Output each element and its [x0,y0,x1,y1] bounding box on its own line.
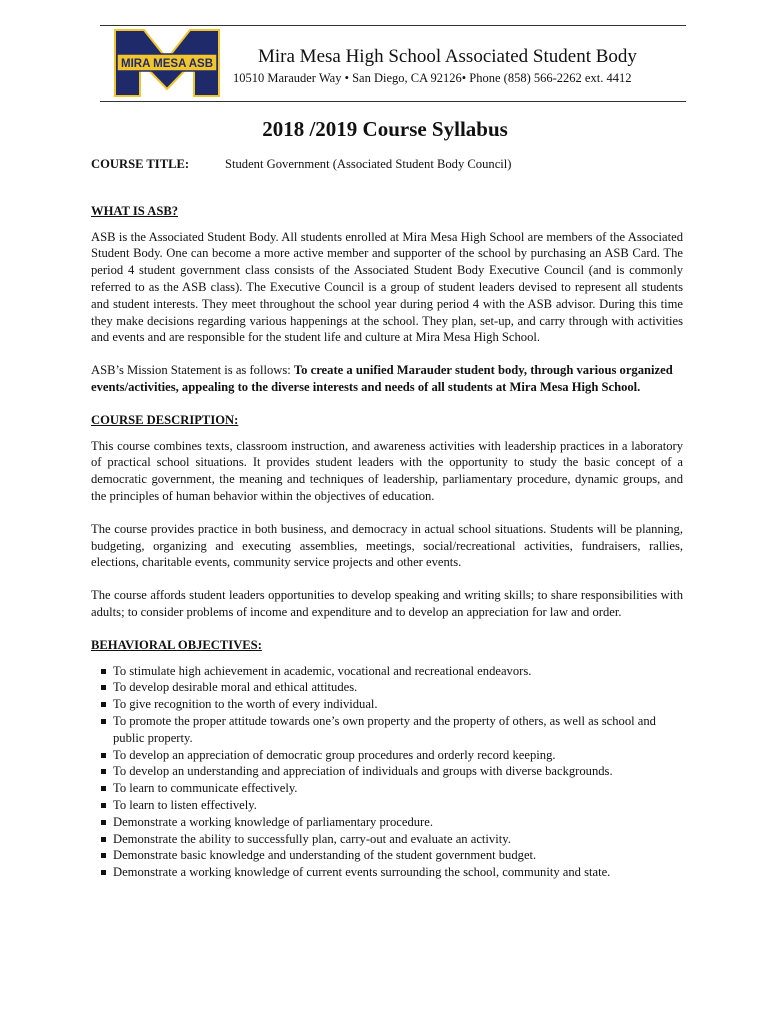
header-bottom-rule [100,101,686,102]
school-name: Mira Mesa High School Associated Student Body [258,46,637,67]
page-title: 2018 /2019 Course Syllabus [262,117,508,141]
school-address: 10510 Marauder Way • San Diego, CA 92126• Phone (858) 566-2262 ext. 4412 [233,71,632,85]
mission-intro: ASB’s Mission Statement is as follows: [91,363,294,378]
logo-text: MIRA MESA ASB [121,58,213,70]
list-item: Demonstrate basic knowledge and understanding of the student government budget. [99,847,683,864]
course-title-label: COURSE TITLE: [91,157,190,171]
mission-statement-paragraph [91,362,683,396]
list-item: To promote the proper attitude towards one’s own property and the property of others, as well as school and public property. [99,713,683,747]
list-item: To stimulate high achievement in academic, vocational and recreational endeavors. [99,663,683,680]
header-top-rule [100,25,686,26]
mission-statement-text: To create a unified Marauder student body, through various organized events/activities, appealing to the diverse interests and needs of all students at Mira Mesa High School. [91,363,673,394]
list-item: To develop an understanding and appreciation of individuals and groups with diverse backgrounds. [99,763,683,780]
course-title-value: Student Government (Associated Student Body Council) [225,157,512,171]
list-item: Demonstrate a working knowledge of current events surrounding the school, community and state. [99,864,683,881]
what-is-asb-heading: WHAT IS ASB? [91,203,179,218]
list-item: Demonstrate the ability to successfully plan, carry-out and evaluate an activity. [99,831,683,848]
syllabus-body [91,156,683,881]
asb-description-paragraph: ASB is the Associated Student Body. All students enrolled at Mira Mesa High School are members of the Associated Student Body. One can become a more active member and supporter of the school by purchasing an ASB Card. The period 4 student government class consists of the Associated Student Body Executive Council (and is commonly referred to as the ASB class). The Executive Council is a group of student leaders devised to represent all students and student interests. They meet throughout the school year during period 4 with the ASB advisor. During this time they make decisions regarding various happenings at the school. They plan, set-up, and carry through with activities and events and are responsible for the student life and culture at Mira Mesa High School. [91,229,683,345]
course-description-paragraph: The course provides practice in both business, and democracy in actual school situations. Students will be planning, budgeting, organizing and executing assemblies, meetings, social/recreational activities, fundraisers, rallies, elections, charitable events, community service projects and other events. [91,521,683,570]
list-item: To learn to communicate effectively. [99,780,683,797]
list-item: Demonstrate a working knowledge of parliamentary procedure. [99,814,683,831]
objectives-list [91,663,683,881]
list-item: To develop an appreciation of democratic group procedures and orderly record keeping. [99,747,683,764]
behavioral-objectives-heading: BEHAVIORAL OBJECTIVES: [91,637,262,652]
course-title-row [91,156,683,173]
mira-mesa-asb-logo [114,29,220,97]
list-item: To learn to listen effectively. [99,797,683,814]
list-item: To develop desirable moral and ethical attitudes. [99,679,683,696]
course-description-heading: COURSE DESCRIPTION: [91,412,239,427]
course-description-paragraph: The course affords student leaders opportunities to develop speaking and writing skills; to share responsibilities with adults; to consider problems of income and expenditure and to develop an appreciation for law and order. [91,588,683,619]
course-description-paragraph: This course combines texts, classroom instruction, and awareness activities with leadership practices in a laboratory of practical school situations. It provides student leaders with the opportunity to study the basic concept of a democratic government, the meaning and techniques of leadership, parliamentary procedure, dynamic groups, and the principles of human behavior within the objectives of education. [91,438,683,503]
list-item: To give recognition to the worth of every individual. [99,696,683,713]
